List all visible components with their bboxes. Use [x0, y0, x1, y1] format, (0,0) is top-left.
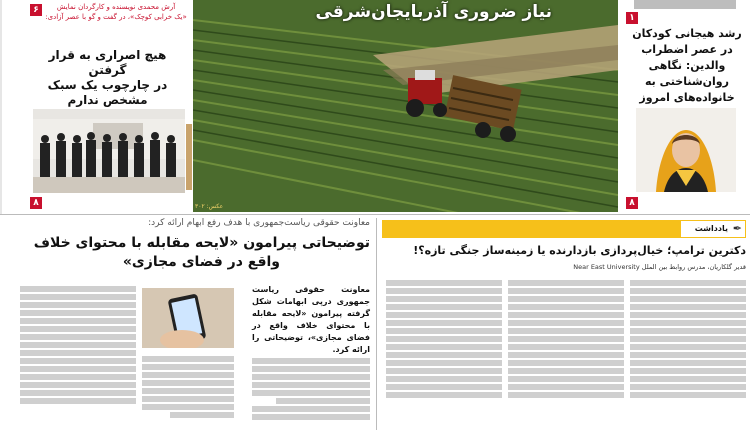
- teaser-kicker: [44, 2, 188, 22]
- headline-line-1: توضیحاتی پیرامون «لایحه مقابله با محتوای خلاف: [33, 235, 370, 251]
- section-label: یادداشت: [694, 224, 728, 233]
- title-line-4: روان‌شناختی به: [645, 75, 729, 88]
- note-body-col-2: [508, 278, 624, 428]
- title-line-3: والدین: نگاهی: [648, 59, 726, 72]
- kicker-line-2: «یک خرابی کوچک»، در گفت و گو با عصر آزادی:: [45, 13, 187, 21]
- note-body-col-3: [386, 278, 502, 428]
- title-line-1: هیچ اصراری به قرار گرفتن: [48, 48, 167, 77]
- note-byline: قدیر گلکاریان، مدرس روابط بین الملل Near East University: [573, 263, 746, 271]
- column-divider: [376, 218, 377, 430]
- teaser-title[interactable]: [30, 48, 185, 108]
- teaser-plant-strip: [186, 124, 192, 190]
- article-body-col-3: [20, 284, 136, 430]
- right-teaser[interactable]: [620, 0, 750, 214]
- note-article[interactable]: [378, 216, 750, 430]
- author-portrait: [636, 108, 736, 192]
- title-line-1: رشد هیجانی کودکان: [632, 27, 742, 40]
- photo-credit: عکس: ۳۰۲: [195, 203, 224, 210]
- title-line-5: خانواده‌های امروز: [639, 91, 735, 104]
- title-line-2: در چارچوب یک سبک: [47, 78, 168, 92]
- section-label-box: [680, 220, 746, 238]
- note-headline[interactable]: دکترین ترامپ؛ خیال‌پردازی بازدارنده یا زمینه‌ساز جنگی تازه؟!: [413, 244, 746, 257]
- article-body-col-1: [252, 356, 370, 430]
- phone-photo: [142, 288, 234, 348]
- thumb-image: [634, 0, 736, 9]
- left-teaser[interactable]: [0, 0, 192, 214]
- article-kicker: معاونت حقوقی ریاست‌جمهوری با هدف رفع ابهام ارائه کرد:: [148, 218, 370, 228]
- photo-caption: نیاز ضروری آذربایجان‌شرقی: [315, 2, 552, 22]
- page-number-badge: ۱: [626, 12, 638, 24]
- title-line-2: در عصر اضطراب: [641, 43, 733, 56]
- page-number-badge-bottom: ۸: [626, 197, 638, 209]
- note-body-col-1: [630, 278, 746, 428]
- group-photo: [33, 109, 185, 193]
- pen-icon: ✒: [732, 222, 742, 235]
- horizontal-divider: [0, 214, 750, 215]
- article-lead: معاونت حقوقی ریاست جمهوری درپی ابهامات شکل گرفته پیرامون «لایحه مقابله با محتوای خلاف واقع در فضای مجازی»، توضیحاتی را ارائه کرد.: [252, 285, 370, 354]
- harvest-photo[interactable]: [193, 0, 618, 212]
- page-number-badge: ۶: [30, 4, 42, 16]
- article-headline[interactable]: [0, 234, 370, 272]
- headline-line-2: واقع در فضای مجازی»: [122, 254, 280, 270]
- legal-article[interactable]: [0, 216, 374, 430]
- page-number-badge-bottom: ۸: [30, 197, 42, 209]
- article-body-col-2: [142, 354, 234, 430]
- teaser-title[interactable]: [628, 26, 746, 106]
- kicker-line-1: آرش محمدی نویسنده و کارگردان نمایش: [56, 3, 176, 11]
- title-line-3: مشخص ندارم: [67, 93, 148, 107]
